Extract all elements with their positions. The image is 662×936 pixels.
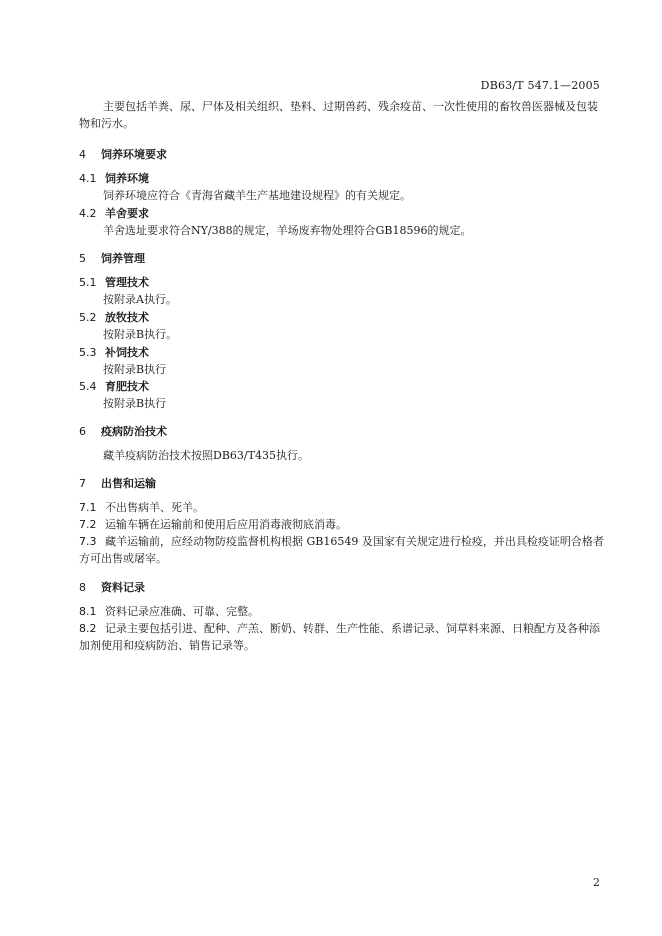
- document-id: DB63/T 547.1—2005: [480, 79, 600, 92]
- clause-number: 8.1: [79, 605, 97, 618]
- section-5-heading: [79, 250, 145, 266]
- subsection-number: 5.1: [79, 276, 97, 289]
- subsection-number: 5.4: [79, 380, 97, 393]
- subsection-number: 4.2: [79, 207, 97, 220]
- subsection-number: 5.2: [79, 311, 97, 324]
- section-6-heading: [79, 423, 167, 439]
- clause-7-3: [79, 533, 604, 567]
- subsection-5-2-heading: [79, 309, 149, 325]
- clause-8-1: [79, 603, 604, 620]
- clause-number: 7.1: [79, 501, 97, 514]
- subsection-5-3-text: 按附录B执行: [103, 363, 167, 376]
- subsection-title: 补饲技术: [105, 346, 149, 359]
- section-title: 饲养管理: [101, 252, 145, 265]
- intro-paragraph: 主要包括羊粪、尿、尸体及相关组织、垫料、过期兽药、残余疫苗、一次性使用的畜牧兽医器械及包装物和污水。: [79, 100, 598, 130]
- section-title: 饲养环境要求: [101, 148, 167, 161]
- section-title: 出售和运输: [101, 477, 156, 490]
- subsection-4-1-heading: [79, 170, 149, 186]
- subsection-number: 5.3: [79, 346, 97, 359]
- subsection-title: 管理技术: [105, 276, 149, 289]
- subsection-number: 4.1: [79, 172, 97, 185]
- subsection-5-4-heading: [79, 378, 149, 394]
- page-number: 2: [593, 876, 600, 889]
- clause-number: 8.2: [79, 622, 97, 635]
- section-6-text: 藏羊疫病防治技术按照DB63/T435执行。: [103, 449, 309, 462]
- subsection-5-1-text: 按附录A执行。: [103, 293, 177, 306]
- subsection-5-1-heading: [79, 274, 149, 290]
- section-number: 6: [79, 425, 86, 438]
- subsection-4-2-text: 羊舍选址要求符合NY/388的规定，羊场废弃物处理符合GB18596的规定。: [103, 224, 472, 237]
- clause-8-2: [79, 620, 604, 654]
- subsection-5-3-heading: [79, 344, 149, 360]
- section-title: 疫病防治技术: [101, 425, 167, 438]
- subsection-title: 育肥技术: [105, 380, 149, 393]
- clause-number: 7.3: [79, 535, 97, 548]
- clause-text: 藏羊运输前，应经动物防疫监督机构根据 GB16549 及国家有关规定进行检疫，并出具检疫证明合格者方可出售或屠宰。: [79, 535, 604, 565]
- section-4-heading: [79, 146, 167, 162]
- subsection-title: 放牧技术: [105, 311, 149, 324]
- clause-7-2: [79, 516, 604, 533]
- clause-7-1: [79, 499, 604, 516]
- clause-text: 运输车辆在运输前和使用后应用消毒液彻底消毒。: [105, 518, 347, 531]
- section-number: 8: [79, 581, 86, 594]
- section-number: 7: [79, 477, 86, 490]
- clause-text: 不出售病羊、死羊。: [105, 501, 204, 514]
- section-title: 资料记录: [101, 581, 145, 594]
- subsection-title: 饲养环境: [105, 172, 149, 185]
- clause-text: 资料记录应准确、可靠、完整。: [105, 605, 259, 618]
- subsection-4-1-text: 饲养环境应符合《青海省藏羊生产基地建设规程》的有关规定。: [103, 189, 411, 202]
- subsection-5-4-text: 按附录B执行: [103, 397, 167, 410]
- clause-text: 记录主要包括引进、配种、产羔、断奶、转群、生产性能、系谱记录、饲草料来源、日粮配方及各种添加剂使用和疫病防治、销售记录等。: [79, 622, 600, 652]
- clause-number: 7.2: [79, 518, 97, 531]
- subsection-4-2-heading: [79, 205, 149, 221]
- section-number: 5: [79, 252, 86, 265]
- subsection-title: 羊舍要求: [105, 207, 149, 220]
- subsection-5-2-text: 按附录B执行。: [103, 328, 178, 341]
- section-number: 4: [79, 148, 86, 161]
- section-7-heading: [79, 475, 156, 491]
- section-8-heading: [79, 579, 145, 595]
